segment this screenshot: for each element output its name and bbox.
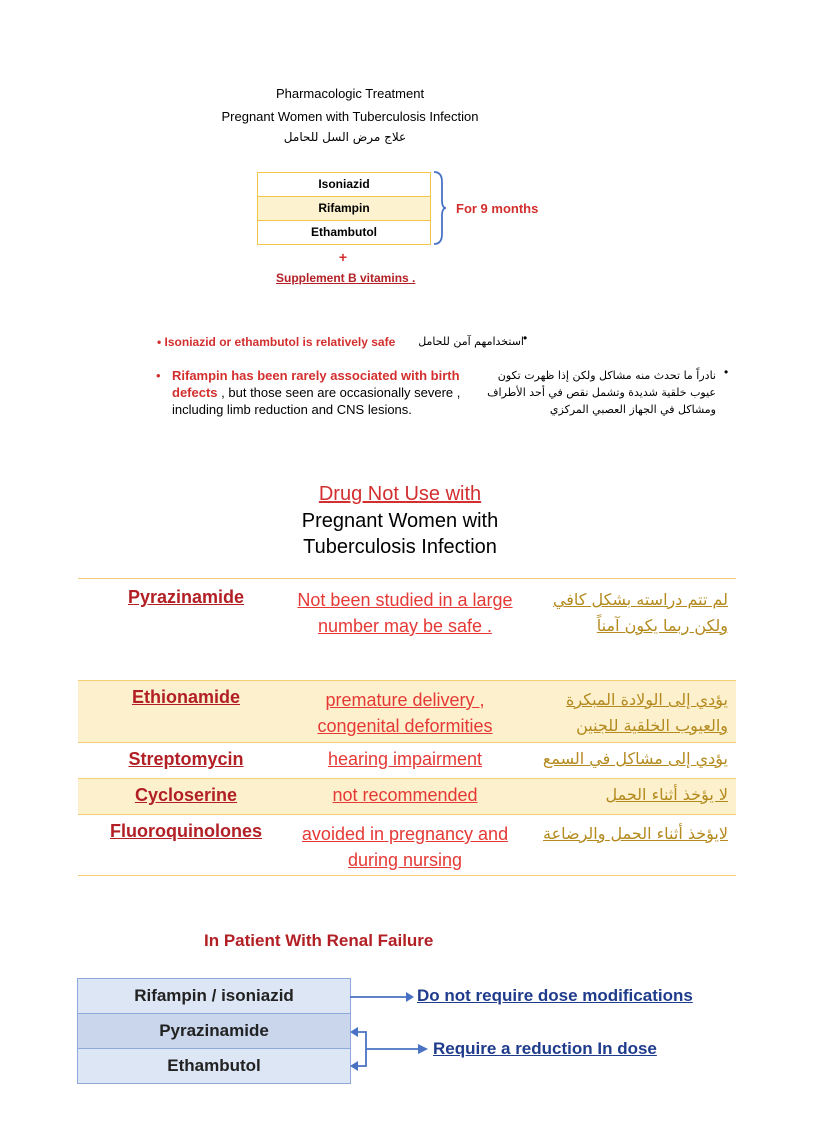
- renal-drug-pyrazinamide: Pyrazinamide: [78, 1014, 350, 1049]
- arrows-icon: [348, 985, 418, 1075]
- duration-label: For 9 months: [456, 201, 539, 216]
- treatment-table: [257, 172, 431, 245]
- note-1-arabic: استخدامهم آمن للحامل: [418, 335, 524, 348]
- drug-name: Pyrazinamide: [127, 587, 245, 607]
- renal-drug-rifampin-isoniazid: Rifampin / isoniazid: [78, 979, 350, 1014]
- table-row: [78, 680, 736, 743]
- plus-sign: +: [338, 249, 348, 265]
- drug-reason: Not been studied in a large number may be safe .: [297, 590, 513, 636]
- section-title-line2: Pregnant Women with: [301, 510, 499, 532]
- renal-note-1: Do not require dose modifications: [417, 986, 693, 1005]
- section-title: Drug Not Use with: [318, 483, 482, 505]
- note-2: [172, 367, 478, 418]
- drug-ethambutol: Ethambutol: [311, 225, 377, 239]
- drug-reason: hearing impairment: [327, 749, 483, 769]
- table-row: [78, 778, 736, 815]
- renal-drug-ethambutol: Ethambutol: [78, 1049, 350, 1083]
- note-2-arabic: نادراً ما تحدث منه مشاكل ولكن إذا ظهرت تكون عيوب خلقية شديدة وتشمل نقص في أحد الأطراف ومشاكل في الجهاز العصبي المركزي: [487, 369, 716, 416]
- page-title: Pharmacologic Treatment: [275, 86, 425, 101]
- bullet: •: [523, 331, 528, 345]
- drug-arabic: لم تتم دراسته بشكل كافي ولكن ربما يكون آمناً: [552, 590, 728, 635]
- page-subtitle: Pregnant Women with Tuberculosis Infection: [221, 109, 479, 124]
- drug-name: Ethionamide: [131, 687, 240, 707]
- bullet: •: [156, 368, 161, 383]
- arabic-title: علاج مرض السل للحامل: [283, 130, 407, 144]
- drug-arabic: يؤدي إلى الولادة المبكرة والعيوب الخلقية للجنين: [566, 690, 728, 735]
- drug-rifampin: Rifampin: [258, 197, 430, 221]
- drug-arabic: لايؤخذ أثناء الحمل والرضاعة: [543, 824, 728, 843]
- table-row: [78, 814, 736, 876]
- note-1: • Isoniazid or ethambutol is relatively safe: [157, 335, 396, 349]
- drug-reason: not recommended: [332, 785, 478, 805]
- bullet: •: [724, 365, 729, 379]
- renal-table: [77, 978, 351, 1084]
- table-row: [78, 742, 736, 779]
- drug-name: Streptomycin: [128, 749, 244, 769]
- drug-arabic: لا يؤخذ أثناء الحمل: [605, 785, 728, 804]
- arrow-head-icon: [418, 1043, 430, 1055]
- section-title-line3: Tuberculosis Infection: [303, 536, 497, 558]
- drug-reason: avoided in pregnancy and during nursing: [301, 824, 509, 870]
- note-2-rest: , but those seen are occasionally severe , including limb reduction and CNS lesions.: [172, 385, 461, 417]
- brace-icon: [432, 170, 448, 246]
- drug-name: Cycloserine: [134, 785, 238, 805]
- table-row: [78, 578, 736, 681]
- drug-reason: premature delivery , congenital deformities: [317, 690, 493, 736]
- supplement-label: Supplement B vitamins .: [276, 271, 416, 285]
- renal-title: In Patient With Renal Failure: [204, 931, 434, 950]
- drug-arabic: يؤدي إلى مشاكل في السمع: [542, 749, 728, 768]
- note-2-bold: Rifampin has been rarely associated with birth defects: [172, 368, 460, 400]
- renal-note-2: Require a reduction In dose: [433, 1039, 657, 1058]
- drug-name: Fluoroquinolones: [110, 821, 262, 841]
- drug-isoniazid: Isoniazid: [258, 173, 430, 197]
